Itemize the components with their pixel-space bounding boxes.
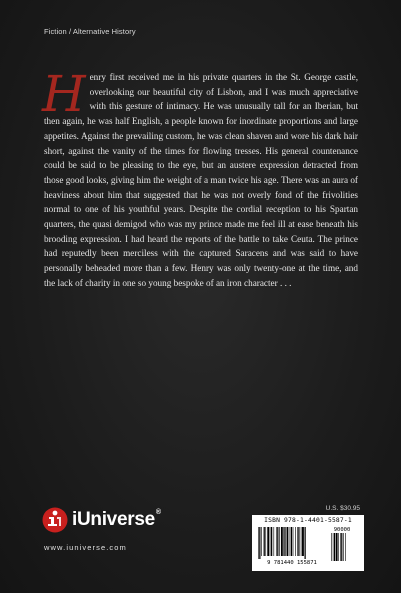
genre-category: Fiction / Alternative History: [44, 27, 136, 36]
barcode-bar: [290, 527, 291, 556]
barcode-bar: [301, 527, 302, 556]
drop-cap-letter: H: [42, 65, 86, 123]
barcode-bar: [258, 527, 259, 559]
barcode-bars: [256, 525, 360, 565]
barcode-bar: [261, 527, 262, 556]
barcode-graphic: [256, 525, 360, 565]
barcode-bar: [264, 527, 265, 556]
barcode-bar: [265, 527, 266, 556]
barcode-bar: [287, 527, 289, 556]
barcode-addon-bar: [336, 533, 338, 561]
barcode-addon-bar: [338, 533, 339, 561]
barcode-bar: [277, 527, 278, 556]
barcode-bar: [298, 527, 299, 556]
barcode-bar: [259, 527, 260, 559]
barcode-addon-bar: [334, 533, 335, 561]
excerpt-text: enry first received me in his private quarters in the St. George castle, overlooking our beautiful city of Lisbon, and I was much appreciative with this gesture of intimacy. He was unusually tall for an Iberian, but then again, he was half English, a people known for inordinate proportions and large appetites. Against the prevailing custom, he was clean shaven and wore his dark hair short, against the vanity of the times for flowing tresses. His general countenance could be said to be pleasing to the eye, but an austere expression detracted from those good looks, giving him the weight of a man twice his age. There was an aura of heaviness about him that suggested that he was not overly fond of the frivolities normal to one of his youthful years. Despite the cordial reception to his Spartan quarters, the quasi demigod who was my prince made me feel ill at ease beneath his brooding expression. I had heard the reports of the battle to take Ceuta. The prince had reputedly been merciless with the captured Saracens and was said to have personally beheaded more than a few. Henry was only twenty-one at the time, and the lack of charity in one so young bespoke of an iron character . . .: [44, 72, 358, 288]
barcode-addon-bar: [341, 533, 342, 561]
barcode-addon-bar: [345, 533, 346, 561]
publisher-website: www.iuniverse.com: [44, 543, 127, 552]
barcode-digits: 9 781440 155871: [267, 560, 317, 565]
barcode-addon-number: 90000: [333, 527, 351, 533]
barcode-bar: [305, 527, 306, 559]
barcode-addon-bar: [333, 533, 334, 561]
isbn-barcode: [252, 515, 364, 571]
barcode-bar: [302, 527, 304, 556]
barcode-addon-bar: [343, 533, 344, 561]
iuniverse-logo-icon: [42, 507, 68, 533]
publisher-name: iUniverse®: [72, 509, 161, 530]
barcode-bar: [281, 527, 283, 556]
barcode-bar: [297, 527, 298, 556]
barcode-bar: [279, 527, 280, 556]
barcode-bar: [293, 527, 294, 556]
registered-trademark-icon: ®: [155, 509, 161, 516]
barcode-bar: [267, 527, 269, 556]
barcode-bar: [291, 527, 292, 556]
barcode-addon-bar: [340, 533, 341, 561]
barcode-bar: [283, 527, 284, 556]
isbn-label: ISBN 978-1-4401-5587-1: [264, 517, 352, 524]
barcode-bar: [276, 527, 277, 556]
barcode-bar: [295, 527, 296, 556]
barcode-bar: [285, 527, 286, 556]
price-label: U.S. $30.95: [325, 505, 360, 512]
publisher-logo: [42, 507, 192, 567]
excerpt-blurb: [42, 65, 358, 291]
barcode-bar: [270, 527, 271, 556]
barcode-bar: [271, 527, 272, 556]
barcode-bar: [274, 527, 275, 556]
barcode-addon-bar: [331, 533, 332, 561]
